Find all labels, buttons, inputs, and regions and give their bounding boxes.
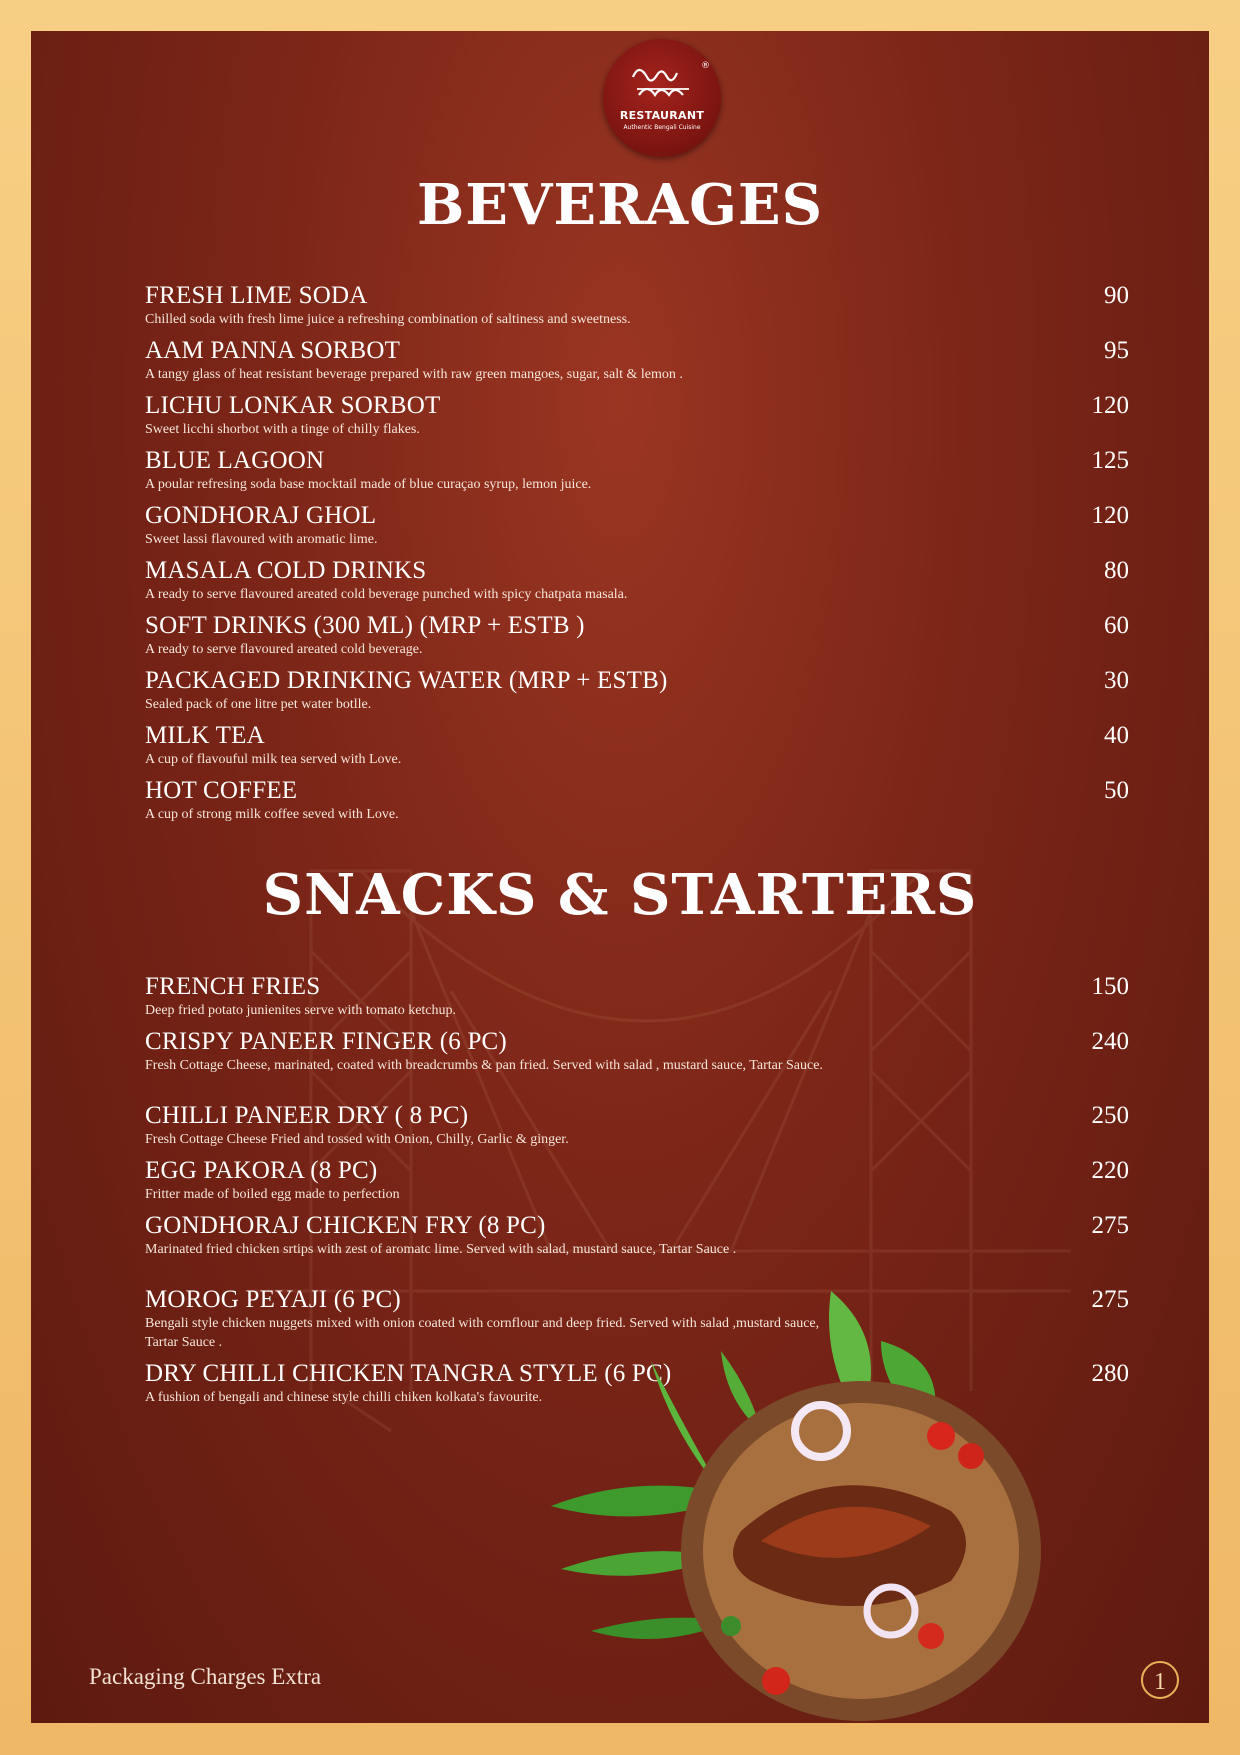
registered-mark: ®: [701, 61, 710, 71]
menu-item: [145, 557, 1129, 612]
menu-item: [145, 667, 1129, 722]
menu-item: [145, 282, 1129, 337]
menu-item-description: A ready to serve flavoured areated cold beverage punched with spicy chatpata masala.: [145, 587, 628, 602]
menu-item-price: 150: [1091, 973, 1129, 1000]
menu-item-description: A fushion of bengali and chinese style chilli chiken kolkata's favourite.: [145, 1390, 543, 1405]
menu-item-description: Fritter made of boiled egg made to perfection: [145, 1187, 400, 1202]
section-title-snacks: SNACKS & STARTERS: [262, 862, 978, 928]
packaging-charges-note: Packaging Charges Extra: [89, 1664, 322, 1689]
menu-item-price: 275: [1091, 1286, 1129, 1313]
menu-item-price: 120: [1091, 502, 1129, 529]
logo-tagline: Authentic Bengali Cuisine: [623, 124, 701, 131]
menu-item-description: A tangy glass of heat resistant beverage prepared with raw green mangoes, sugar, salt & lemon .: [145, 367, 683, 382]
menu-item-name: GONDHORAJ GHOL: [145, 502, 377, 529]
menu-item-price: 120: [1091, 392, 1129, 419]
menu-item-description: Fresh Cottage Cheese Fried and tossed with Onion, Chilly, Garlic & ginger.: [145, 1132, 569, 1147]
logo-mark-icon: [603, 39, 721, 157]
menu-item-description: Chilled soda with fresh lime juice a refreshing combination of saltiness and sweetness.: [145, 312, 631, 327]
menu-item-price: 40: [1104, 722, 1129, 749]
menu-item: [145, 447, 1129, 502]
menu-item-description: A poular refresing soda base mocktail made of blue curaçao syrup, lemon juice.: [145, 477, 592, 492]
restaurant-logo: [603, 39, 721, 157]
menu-item-price: 90: [1104, 282, 1129, 309]
menu-item-name: EGG PAKORA (8 PC): [145, 1157, 378, 1184]
menu-item-name: LICHU LONKAR SORBOT: [145, 392, 441, 419]
menu-item: [145, 722, 1129, 777]
menu-item-description: Sweet licchi shorbot with a tinge of chilly flakes.: [145, 422, 420, 437]
menu-item-description: Sealed pack of one litre pet water botlle.: [145, 697, 372, 712]
menu-item: [145, 973, 1129, 1028]
menu-item-price: 275: [1091, 1212, 1129, 1239]
menu-item-description: Sweet lassi flavoured with aromatic lime.: [145, 532, 378, 547]
page-number: 1: [1141, 1661, 1179, 1699]
menu-item-name: FRENCH FRIES: [145, 973, 321, 1000]
menu-item-name: MILK TEA: [145, 722, 265, 749]
menu-item: [145, 1212, 1129, 1286]
menu-item: [145, 1102, 1129, 1157]
menu-item-price: 250: [1091, 1102, 1129, 1129]
menu-item-price: 30: [1104, 667, 1129, 694]
menu-panel: [31, 31, 1209, 1723]
menu-item-description: Fresh Cottage Cheese, marinated, coated with breadcrumbs & pan fried. Served with salad , mustard sauce, Tartar Sauce.: [145, 1058, 823, 1073]
menu-item: [145, 392, 1129, 447]
menu-item-name: HOT COFFEE: [145, 777, 298, 804]
section-title-beverages: BEVERAGES: [416, 172, 824, 238]
menu-item-description: Marinated fried chicken srtips with zest of aromatc lime. Served with salad, mustard sauce, Tartar Sauce .: [145, 1242, 737, 1257]
menu-item-name: BLUE LAGOON: [145, 447, 325, 474]
fish-dish-illustration: [531, 1281, 1091, 1723]
menu-item-name: SOFT DRINKS (300 ML) (MRP + ESTB ): [145, 612, 585, 639]
menu-item: [145, 1028, 1129, 1102]
menu-item: [145, 612, 1129, 667]
menu-item: [145, 502, 1129, 557]
menu-item-price: 220: [1091, 1157, 1129, 1184]
menu-item-name: CRISPY PANEER FINGER (6 PC): [145, 1028, 507, 1055]
beverages-list: [145, 282, 1129, 832]
menu-item-price: 50: [1104, 777, 1129, 804]
menu-item-price: 95: [1104, 337, 1129, 364]
menu-item-name: DRY CHILLI CHICKEN TANGRA STYLE (6 PC): [145, 1360, 672, 1387]
menu-item-description: A cup of strong milk coffee seved with Love.: [145, 807, 399, 822]
menu-item-description: Deep fried potato junienites serve with tomato ketchup.: [145, 1003, 457, 1018]
menu-item: [145, 777, 1129, 832]
menu-item-price: 60: [1104, 612, 1129, 639]
menu-item-name: MASALA COLD DRINKS: [145, 557, 427, 584]
menu-item-name: MOROG PEYAJI (6 PC): [145, 1286, 401, 1313]
menu-item-name: PACKAGED DRINKING WATER (MRP + ESTB): [145, 667, 668, 694]
menu-item-price: 80: [1104, 557, 1129, 584]
menu-item-description: A ready to serve flavoured areated cold beverage.: [145, 642, 423, 657]
menu-item-description: Bengali style chicken nuggets mixed with onion coated with cornflour and deep fried. Served with salad ,mustard sauce, Tartar Sauce .: [145, 1316, 820, 1350]
menu-item-description: A cup of flavouful milk tea served with Love.: [145, 752, 402, 767]
menu-item-price: 280: [1091, 1360, 1129, 1387]
menu-item-price: 125: [1091, 447, 1129, 474]
menu-item-name: GONDHORAJ CHICKEN FRY (8 PC): [145, 1212, 546, 1239]
logo-restaurant-text: RESTAURANT: [619, 109, 705, 122]
menu-item-name: FRESH LIME SODA: [145, 282, 368, 309]
menu-item-name: CHILLI PANEER DRY ( 8 PC): [145, 1102, 469, 1129]
menu-item-price: 240: [1091, 1028, 1129, 1055]
menu-item-name: AAM PANNA SORBOT: [145, 337, 401, 364]
menu-item: [145, 337, 1129, 392]
menu-item: [145, 1157, 1129, 1212]
